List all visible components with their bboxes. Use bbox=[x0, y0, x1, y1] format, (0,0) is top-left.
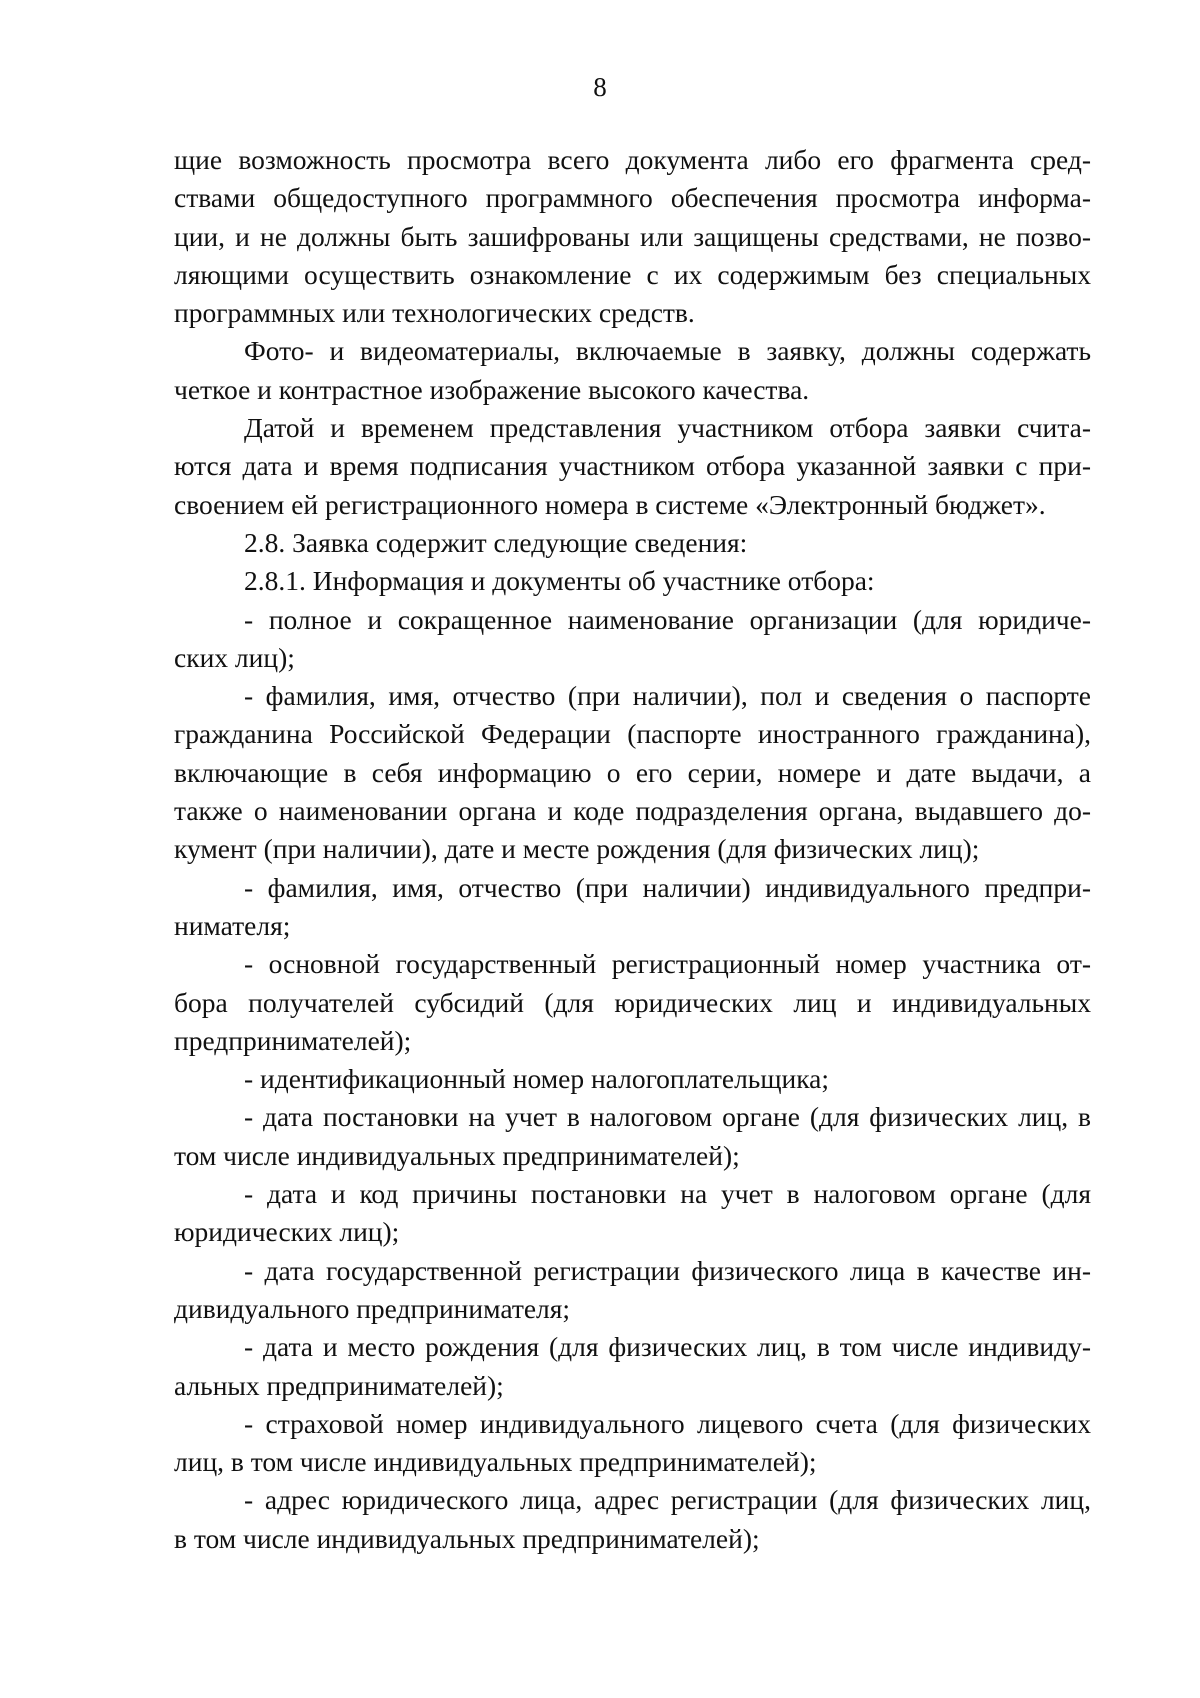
text-line: том числе индивидуальных предпринимателей); bbox=[174, 1139, 740, 1171]
text-line: бора получателей субсидий (для юридических лиц и индивидуальных bbox=[174, 986, 1091, 1018]
text-line: лиц, в том числе индивидуальных предпринимателей); bbox=[174, 1446, 817, 1478]
text-line: - дата государственной регистрации физического лица в качестве ин- bbox=[244, 1254, 1091, 1286]
list-item bbox=[174, 869, 1091, 946]
list-item bbox=[174, 601, 1091, 678]
text-line: нимателя; bbox=[174, 909, 291, 941]
text-line: - адрес юридического лица, адрес регистрации (для физических лиц, bbox=[244, 1484, 1091, 1516]
list-item bbox=[174, 677, 1091, 868]
text-line: предпринимателей); bbox=[174, 1024, 412, 1056]
text-line: ются дата и время подписания участником отбора указанной заявки с при- bbox=[174, 450, 1091, 482]
list-item bbox=[174, 1252, 1091, 1329]
list-item bbox=[174, 1098, 1091, 1175]
document-body bbox=[174, 141, 1091, 1558]
text-line: Фото- и видеоматериалы, включаемые в заявку, должны содержать bbox=[244, 335, 1091, 367]
text-line: четкое и контрастное изображение высокого качества. bbox=[174, 373, 810, 405]
list-item bbox=[174, 1481, 1091, 1558]
text-line: дивидуального предпринимателя; bbox=[174, 1292, 571, 1324]
list-item bbox=[174, 945, 1091, 1060]
text-line: щие возможность просмотра всего документа либо его фрагмента сред- bbox=[174, 144, 1091, 175]
paragraph bbox=[174, 409, 1091, 524]
list-item bbox=[174, 1175, 1091, 1252]
text-line: - идентификационный номер налогоплательщика; bbox=[244, 1063, 830, 1095]
text-line: - полное и сокращенное наименование организации (для юридиче- bbox=[244, 603, 1091, 635]
paragraph bbox=[174, 332, 1091, 409]
paragraph bbox=[174, 524, 1091, 562]
section-heading: 2.8. Заявка содержит следующие сведения: bbox=[244, 526, 748, 558]
subsection-heading: 2.8.1. Информация и документы об участнике отбора: bbox=[244, 565, 875, 597]
text-line: - основной государственный регистрационный номер участника от- bbox=[244, 948, 1091, 980]
text-line: юридических лиц); bbox=[174, 1216, 400, 1248]
page-number: 8 bbox=[593, 72, 607, 102]
text-line: - фамилия, имя, отчество (при наличии), пол и сведения о паспорте bbox=[244, 680, 1091, 712]
text-line: гражданина Российской Федерации (паспорте иностранного гражданина), bbox=[174, 718, 1091, 750]
text-line: ляющими осуществить ознакомление с их содержимым без специальных bbox=[174, 258, 1091, 290]
text-line: ции, и не должны быть зашифрованы или защищены средствами, не позво- bbox=[174, 220, 1091, 252]
text-line: своением ей регистрационного номера в системе «Электронный бюджет». bbox=[174, 488, 1046, 520]
text-line: программных или технологических средств. bbox=[174, 297, 695, 329]
paragraph bbox=[174, 562, 1091, 600]
text-line: кумент (при наличии), дате и месте рождения (для физических лиц); bbox=[174, 833, 980, 865]
text-line: Датой и временем представления участником отбора заявки счита- bbox=[244, 412, 1091, 444]
text-line: - страховой номер индивидуального лицевого счета (для физических bbox=[244, 1407, 1091, 1439]
text-line: - дата и код причины постановки на учет в налоговом органе (для bbox=[244, 1178, 1091, 1210]
text-line: альных предпринимателей); bbox=[174, 1369, 504, 1401]
text-line: ских лиц); bbox=[174, 641, 295, 673]
list-item bbox=[174, 1328, 1091, 1405]
text-line: ствами общедоступного программного обеспечения просмотра информа- bbox=[174, 182, 1091, 214]
list-item bbox=[174, 1405, 1091, 1482]
text-line: - дата постановки на учет в налоговом органе (для физических лиц, в bbox=[244, 1101, 1091, 1133]
paragraph bbox=[174, 141, 1091, 332]
list-item bbox=[174, 1060, 1091, 1098]
text-line: - дата и место рождения (для физических лиц, в том числе индивиду- bbox=[244, 1331, 1091, 1363]
text-line: - фамилия, имя, отчество (при наличии) индивидуального предпри- bbox=[244, 871, 1091, 903]
text-line: в том числе индивидуальных предпринимателей); bbox=[174, 1522, 760, 1554]
text-line: также о наименовании органа и коде подразделения органа, выдавшего до- bbox=[174, 795, 1091, 827]
text-line: включающие в себя информацию о его серии, номере и дате выдачи, а bbox=[174, 756, 1091, 788]
